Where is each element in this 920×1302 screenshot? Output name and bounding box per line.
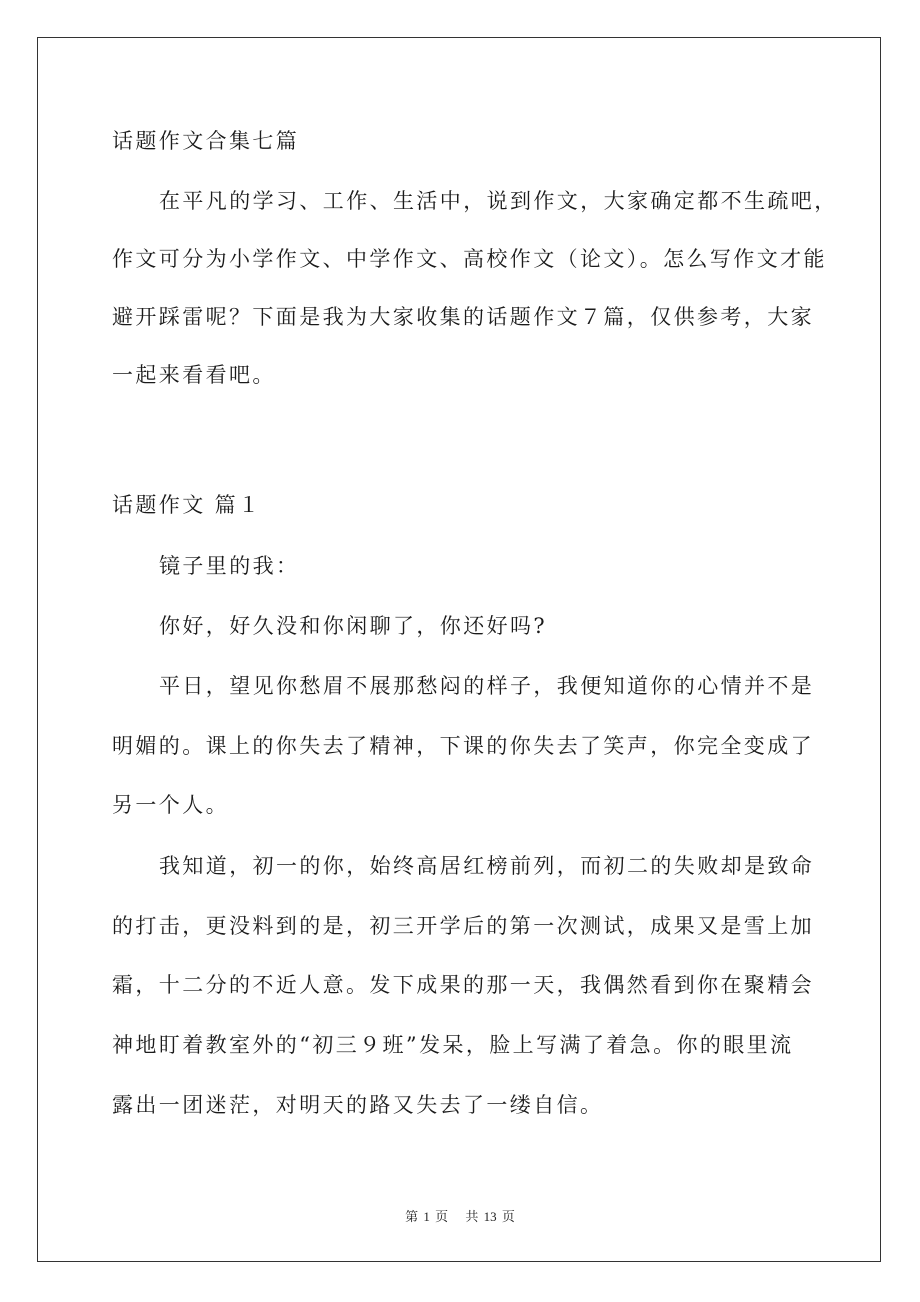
intro-line-2: 作文可分为小学作文、中学作文、高校作文（论文）。怎么写作文才能 (112, 247, 827, 271)
body-line: 我知道，初一的你，始终高居红榜前列，而初二的失败却是致命 (159, 854, 815, 878)
body-line: 平日，望见你愁眉不展那愁闷的样子，我便知道你的心情并不是 (159, 674, 815, 698)
body-line: 露出一团迷茫，对明天的路又失去了一缕自信。 (112, 1093, 604, 1117)
intro-line-3: 避开踩雷呢？下面是我为大家收集的话题作文７篇，仅供参考，大家 (112, 305, 814, 329)
page-footer (0, 1206, 920, 1225)
body-line-salutation: 镜子里的我： (159, 554, 300, 578)
body-line: 明媚的。课上的你失去了精神，下课的你失去了笑声，你完全变成了 (112, 734, 814, 758)
document-title: 话题作文合集七篇 (112, 129, 300, 153)
page-number-total: 共 13 页 (465, 1209, 515, 1224)
page-number-current: 第 1 页 (405, 1209, 449, 1224)
page-border (37, 37, 881, 1262)
body-line: 另一个人。 (112, 793, 229, 817)
intro-line-4: 一起来看看吧。 (112, 363, 276, 387)
body-line-greeting: 你好，好久没和你闲聊了，你还好吗? (159, 614, 548, 638)
section-heading: 话题作文 篇１ (112, 493, 262, 517)
body-line: 霜，十二分的不近人意。发下成果的那一天，我偶然看到你在聚精会 (112, 973, 814, 997)
intro-line-1: 在平凡的学习、工作、生活中，说到作文，大家确定都不生疏吧， (159, 189, 838, 213)
body-line: 的打击，更没料到的是，初三开学后的第一次测试，成果又是雪上加 (112, 914, 814, 938)
body-line: 神地盯着教室外的“初三９班”发呆，脸上写满了着急。你的眼里流 (112, 1033, 794, 1057)
